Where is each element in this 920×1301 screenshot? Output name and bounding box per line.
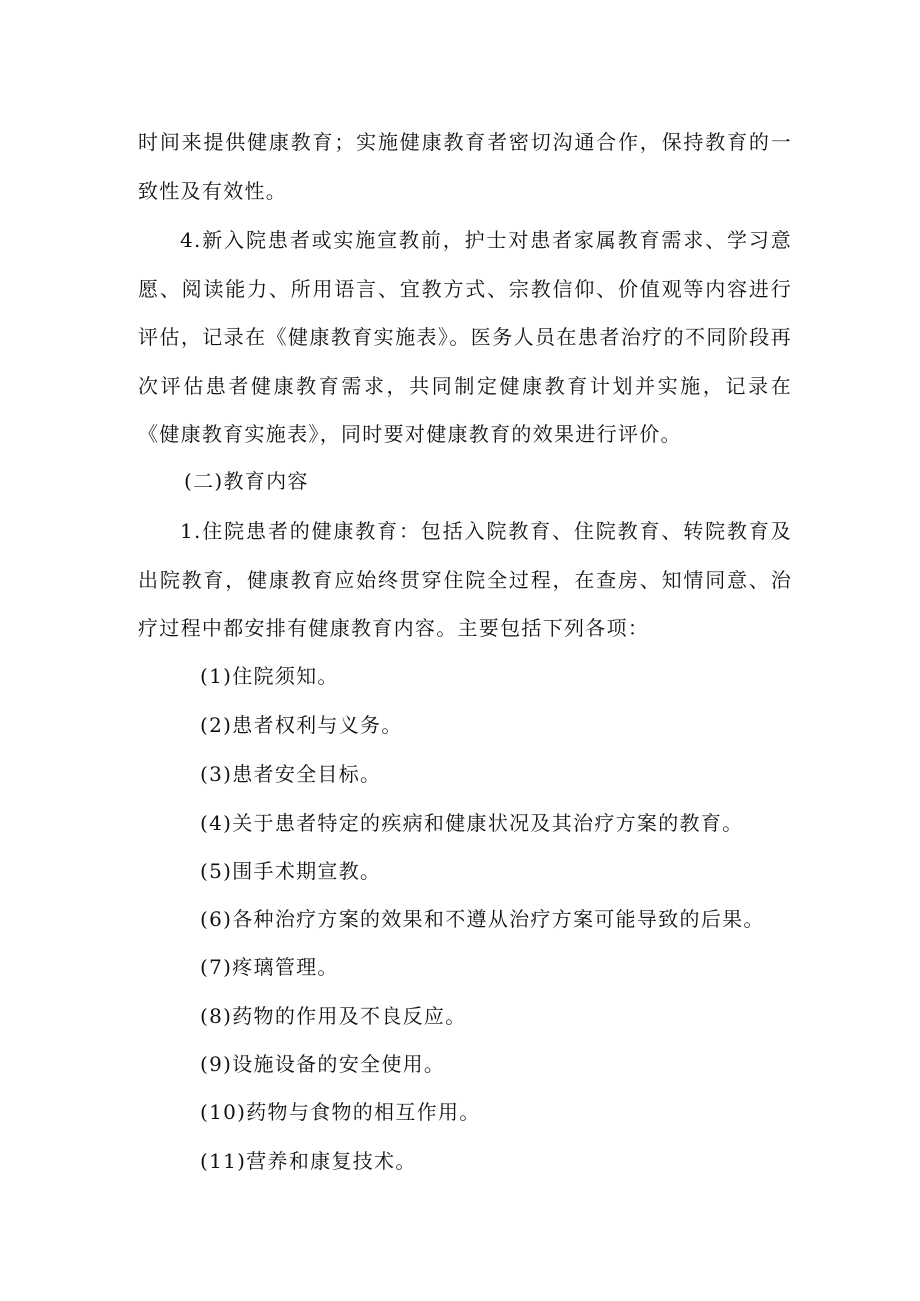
list-item: (8)药物的作用及不良反应。 <box>200 1004 467 1028</box>
section-heading: (二)教育内容 <box>184 469 309 493</box>
list-item: (10)药物与食物的相互作用。 <box>200 1100 481 1124</box>
paragraph-4: 4.新入院患者或实施宣教前，护士对患者家属教育需求、学习意愿、阅读能力、所用语言、宜教方式、宗教信仰、价值观等内容进行评估，记录在《健康教育实施表》。医务人员在患者治疗的不同阶段再次评估患者健康教育需求，共同制定健康教育计划并实施，记录在《健康教育实施表》，同时要对健康教育的效果进行评价。 <box>138 228 792 446</box>
list-item: (1)住院须知。 <box>200 664 339 688</box>
list-item: (7)疼璃管理。 <box>200 955 339 979</box>
paragraph-1: 1.住院患者的健康教育：包括入院教育、住院教育、转院教育及出院教育，健康教育应始终贯穿住院全过程，在查房、知情同意、治疗过程中都安排有健康教育内容。主要包括下列各项： <box>138 519 792 640</box>
list-item: (3)患者安全目标。 <box>200 762 382 786</box>
paragraph-continuation: 时间来提供健康教育；实施健康教育者密切沟通合作，保持教育的一致性及有效性。 <box>138 130 792 203</box>
list-item: (4)关于患者特定的疾病和健康状况及其治疗方案的教育。 <box>200 811 744 835</box>
list-item: (9)设施设备的安全使用。 <box>200 1052 446 1076</box>
list-item: (11)营养和康复技术。 <box>200 1149 417 1173</box>
list-item: (5)围手术期宣教。 <box>200 859 382 883</box>
list-item: (6)各种治疗方案的效果和不遵从治疗方案可能导致的后果。 <box>200 907 765 931</box>
list-item: (2)患者权利与义务。 <box>200 713 403 737</box>
